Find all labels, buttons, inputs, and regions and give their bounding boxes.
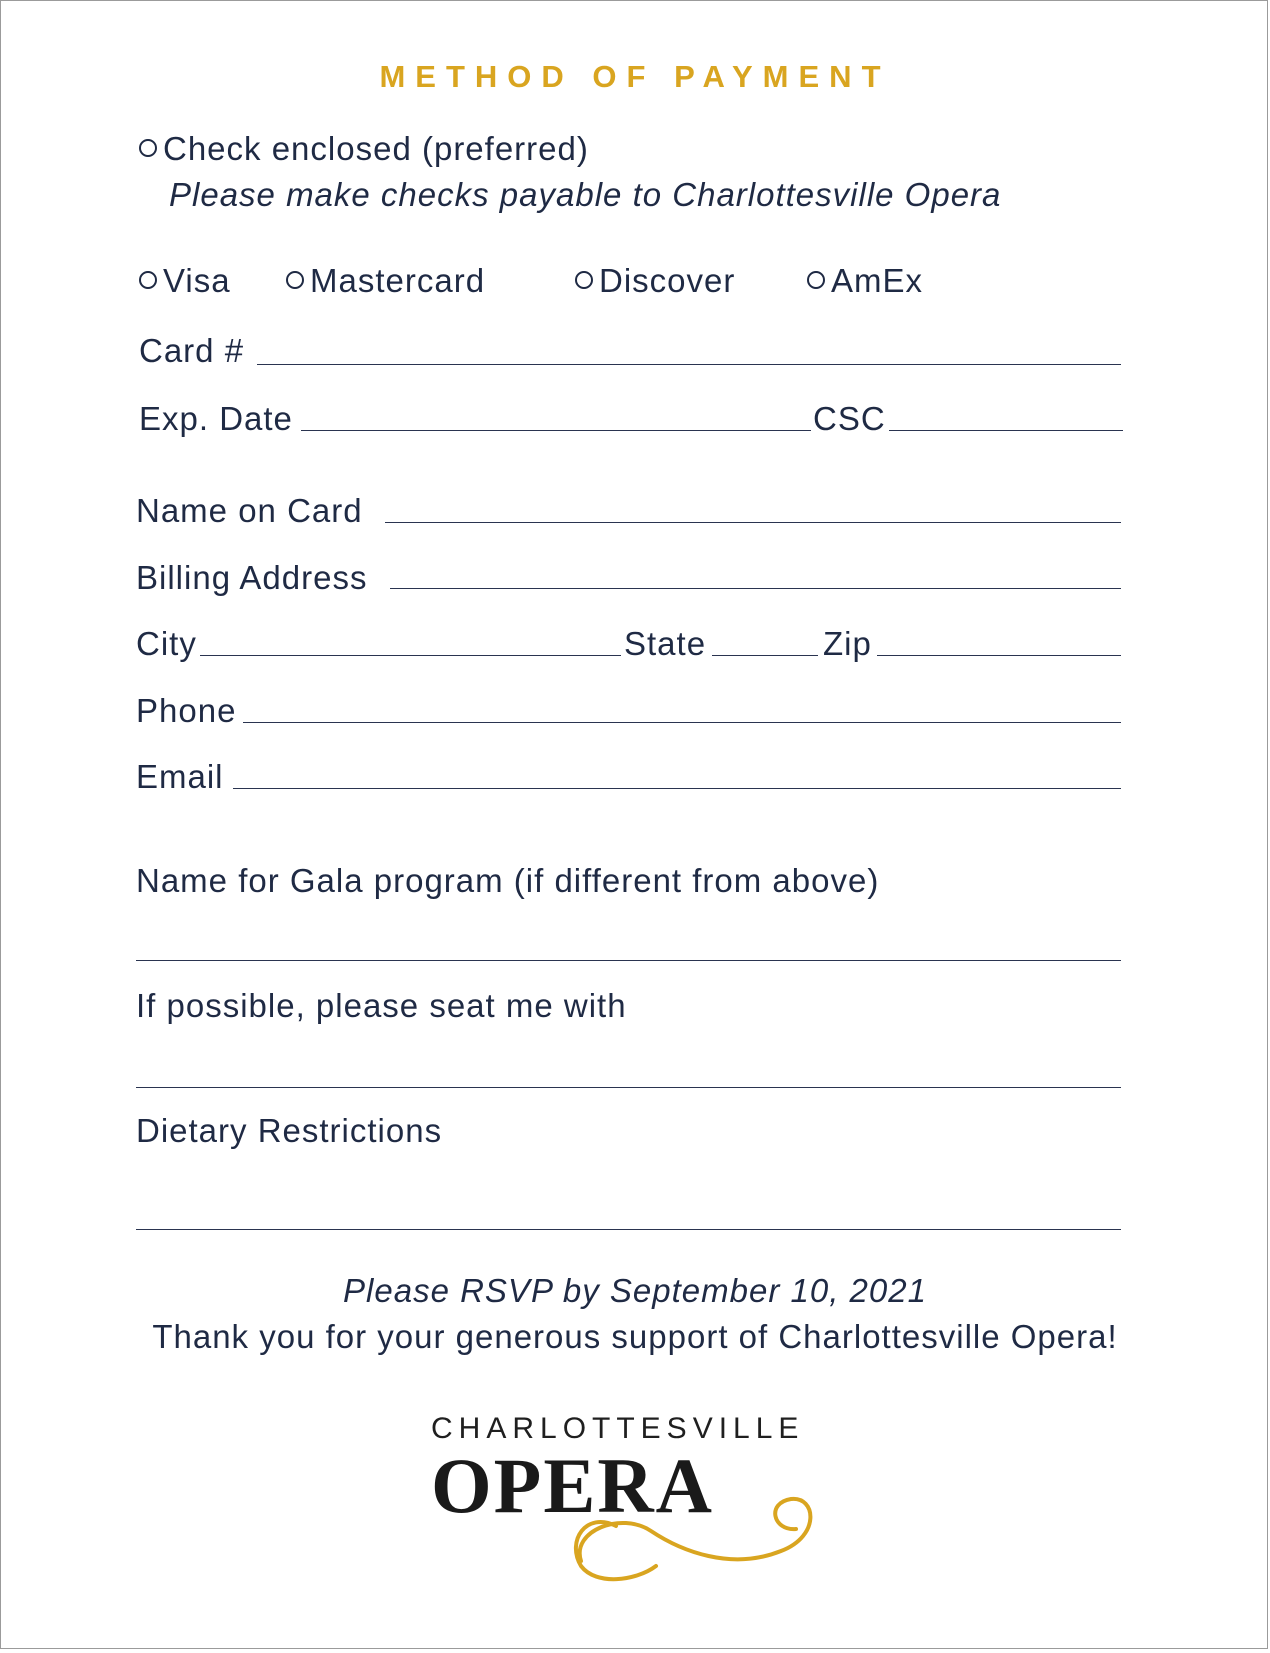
- dietary-field[interactable]: [136, 1229, 1121, 1230]
- card-option-mastercard[interactable]: [286, 261, 485, 301]
- section-heading: METHOD OF PAYMENT: [379, 59, 891, 94]
- card-option-label: Visa: [163, 262, 231, 299]
- discover-radio-icon[interactable]: [575, 271, 593, 289]
- card-option-visa[interactable]: [139, 261, 231, 301]
- check-option-label: Check enclosed (preferred): [163, 130, 589, 167]
- name-on-card-field[interactable]: [385, 522, 1121, 523]
- seat-with-field[interactable]: [136, 1087, 1121, 1088]
- card-option-amex[interactable]: [807, 261, 923, 301]
- phone-label: Phone: [136, 692, 237, 729]
- csc-field[interactable]: [889, 430, 1123, 431]
- thank-you-note: Thank you for your generous support of Charlottesville Opera!: [152, 1318, 1118, 1355]
- card-number-label: Card #: [139, 332, 245, 369]
- zip-label: Zip: [823, 625, 872, 662]
- name-on-card-label: Name on Card: [136, 492, 363, 529]
- billing-address-field[interactable]: [390, 588, 1121, 589]
- city-label: City: [136, 625, 197, 662]
- logo-main-text: OPERA: [431, 1442, 714, 1529]
- logo-top-text: CHARLOTTESVILLE: [431, 1412, 805, 1445]
- gala-name-field[interactable]: [136, 960, 1121, 961]
- billing-address-label: Billing Address: [136, 559, 368, 596]
- check-option[interactable]: [139, 129, 589, 169]
- email-field[interactable]: [233, 788, 1121, 789]
- mastercard-radio-icon[interactable]: [286, 271, 304, 289]
- gala-name-label: Name for Gala program (if different from above): [136, 862, 880, 899]
- exp-date-label: Exp. Date: [139, 400, 293, 437]
- amex-radio-icon[interactable]: [807, 271, 825, 289]
- card-number-field[interactable]: [257, 364, 1121, 365]
- dietary-label: Dietary Restrictions: [136, 1112, 443, 1149]
- city-field[interactable]: [200, 655, 621, 656]
- state-label: State: [624, 625, 707, 662]
- visa-radio-icon[interactable]: [139, 271, 157, 289]
- card-option-label: AmEx: [831, 262, 924, 299]
- phone-field[interactable]: [243, 722, 1121, 723]
- csc-label: CSC: [813, 400, 886, 437]
- logo-flourish-icon: [561, 1471, 841, 1586]
- state-field[interactable]: [712, 655, 818, 656]
- exp-date-field[interactable]: [301, 430, 811, 431]
- zip-field[interactable]: [877, 655, 1121, 656]
- email-label: Email: [136, 758, 224, 795]
- check-radio-icon[interactable]: [139, 139, 157, 157]
- card-option-label: Discover: [599, 262, 736, 299]
- seat-with-label: If possible, please seat me with: [136, 987, 627, 1024]
- card-option-discover[interactable]: [575, 261, 735, 301]
- rsvp-note: Please RSVP by September 10, 2021: [343, 1272, 927, 1309]
- card-option-label: Mastercard: [310, 262, 486, 299]
- check-payable-note: Please make checks payable to Charlottesville Opera: [169, 176, 1002, 213]
